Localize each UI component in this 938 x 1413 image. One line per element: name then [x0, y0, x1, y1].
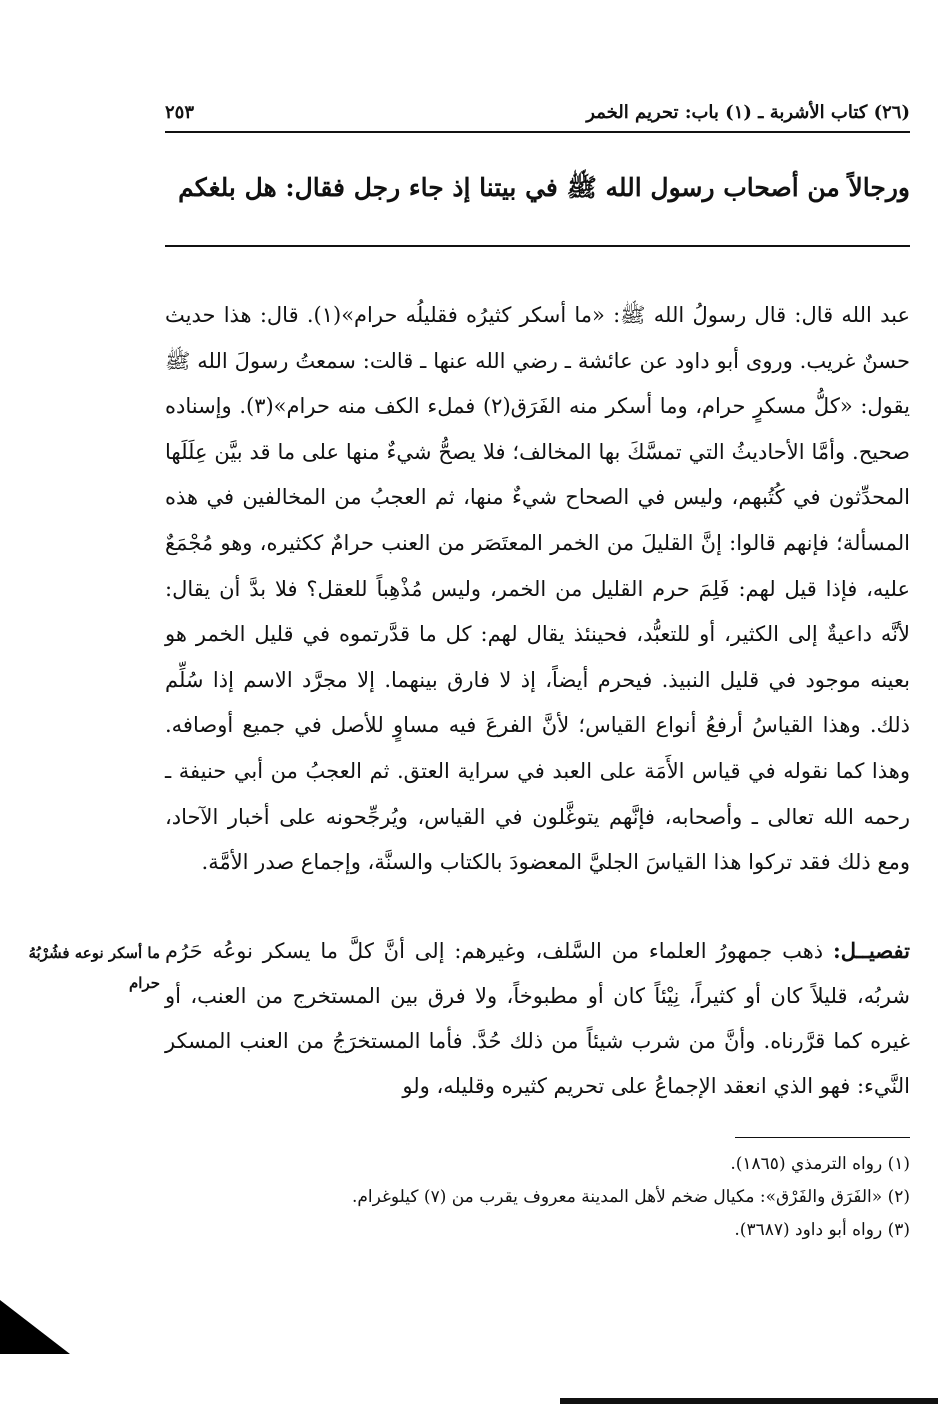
running-title: (٢٦) كتاب الأشربة ـ (١) باب: تحريم الخمر	[586, 101, 910, 123]
detail-text: ذهب جمهورُ العلماء من السَّلف، وغيرهم: إلى أنَّ كلَّ ما يسكر نوعُه حَرُم شربُه، قليلاً كان أو كثيراً، نِيْئاً كان أو مطبوخاً، ولا فرق بين المستخرج من العنب، أو غيره كما قرَّرناه. وأنَّ من شرب شيئاً من ذلك حُدَّ. فأما المستخرَجُ من العنب المسكر النَّيء: فهو الذي انعقد الإجماعُ على تحريم كثيره وقليله، ولو	[165, 939, 910, 1098]
footnotes	[165, 1148, 910, 1247]
margin-note: ما أسكر نوعه فشُرْبُهُ حرام	[28, 944, 160, 992]
detail-text-wrapper	[165, 928, 910, 1109]
footnote-3: (٣) رواه أبو داود (٣٦٨٧).	[734, 1220, 910, 1240]
footnote-2: (٢) «الفَرَق والفَرْق»: مكيال ضخم لأهل المدينة معروف يقرب من (٧) كيلوغرام.	[351, 1187, 910, 1207]
scan-corner-mark	[0, 1300, 70, 1354]
detail-label: تفصيــل:	[833, 938, 910, 963]
header-rule	[165, 131, 910, 133]
footnote-1: (١) رواه الترمذي (١٨٦٥).	[730, 1154, 910, 1174]
commentary-paragraph	[165, 293, 910, 886]
commentary-text: عبد الله قال: قال رسولُ الله ﷺ: «ما أسكر كثيرُه فقليلُه حرام»(١). قال: هذا حديث حسنٌ غريب. وروى أبو داود عن عائشة ـ رضي الله عنها ـ قالت: سمعتُ رسولَ الله ﷺ يقول: «كلُّ مسكرٍ حرام، وما أسكر منه الفَرَق(٢) فملء الكف منه حرام»(٣). وإسناده صحيح. وأمَّا الأحاديثُ التي تمسَّكَ بها المخالف؛ فلا يصحُّ شيءٌ منها على ما قد بيَّن عِلَلَها المحدِّثون في كُتُبهم، وليس في الصحاح شيءٌ منها، ثم العجبُ من المخالفين في هذه المسألة؛ فإنهم قالوا: إنَّ القليلَ من الخمر المعتَصَر من العنب حرامٌ ككثيره، وهو مُجْمَعٌ عليه، فإذا قيل لهم: فَلِمَ حرم القليل من الخمر، وليس مُذْهِباً للعقل؟ فلا بدَّ أن يقال: لأنَّه داعيةٌ إلى الكثير، أو للتعبُّد، فحينئذ يقال لهم: كل ما قدَّرتموه في قليل الخمر هو بعينه موجود في قليل النبيذ. فيحرم أيضاً، إذ لا فارق بينهما. إلا مجرَّد الاسم إذا سُلِّم ذلك. وهذا القياسُ أرفعُ أنواع القياس؛ لأنَّ الفرعَ فيه مساوٍ للأصل في جميع أوصافه. وهذا كما نقوله في قياس الأَمَة على العبد في سراية العتق. ثم العجبُ من أبي حنيفة ـ رحمه الله تعالى ـ وأصحابه، فإنَّهم يتوغَّلون في القياس، ويُرجِّحونه على أخبار الآحاد، ومع ذلك فقد تركوا هذا القياسَ الجليَّ المعضودَ بالكتاب والسنَّة، وإجماع صدر الأمَّة.	[165, 303, 911, 875]
page-header	[165, 92, 910, 132]
footnote-rule	[735, 1137, 910, 1138]
scan-edge-strip	[560, 1394, 938, 1406]
page-number: ٢٥٣	[165, 101, 195, 123]
quoted-hadith-line: ورجالاً من أصحاب رسول الله ﷺ في بيتنا إذ جاء رجل فقال: هل بلغكم	[178, 173, 910, 202]
section-divider	[165, 245, 910, 247]
detail-paragraph	[165, 928, 910, 1109]
